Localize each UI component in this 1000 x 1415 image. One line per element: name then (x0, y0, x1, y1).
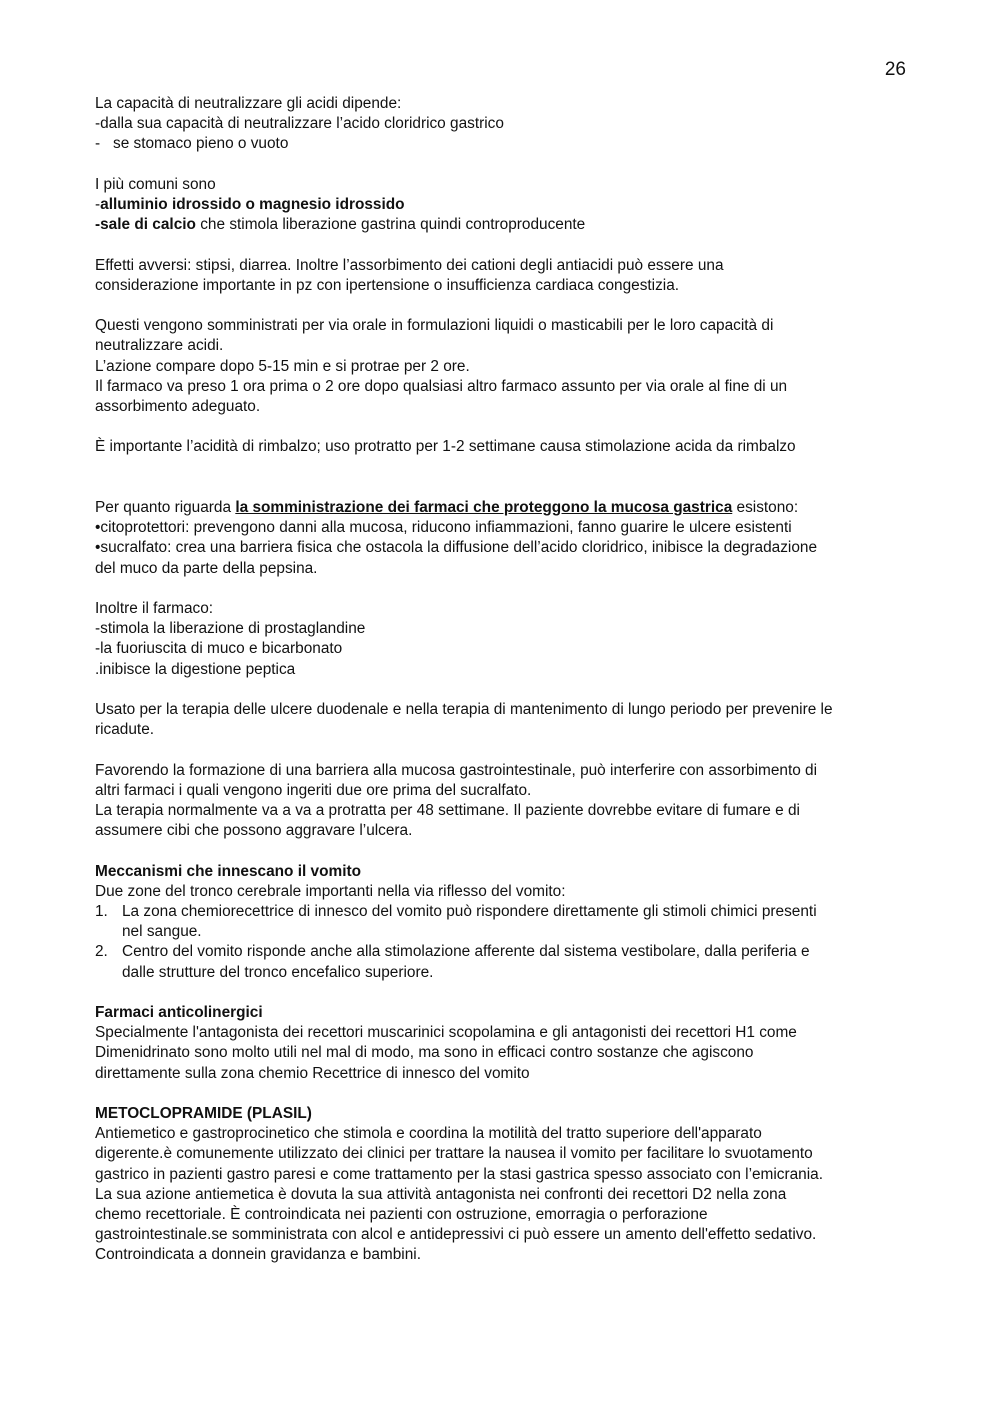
antacids-factor-1: -dalla sua capacità di neutralizzare l’acido cloridrico gastrico (95, 115, 504, 133)
antacids-admin-line-5: assorbimento adeguato. (95, 398, 261, 415)
antacids-common-2-rest: che stimola liberazione gastrina quindi controproducente (195, 216, 586, 234)
dash-bullet: - (95, 135, 101, 153)
metoclopramide-line-6: gastrointestinale.se somministrata con alcol e antidepressivi ci può essere un amento dell'effetto sedativo. (95, 1226, 817, 1244)
antacids-adverse-line-1: Effetti avversi: stipsi, diarrea. Inoltre l’assorbimento dei cationi degli antiacidi può essere una (95, 256, 724, 274)
vomit-section (95, 862, 910, 983)
metoclopramide-line-7: Controindicata a donnein gravidanza e bambini. (95, 1246, 421, 1264)
antacids-admin-line-4: Il farmaco va preso 1 ora prima o 2 ore dopo qualsiasi altro farmaco assunto per via orale al fine di un (95, 377, 788, 395)
metoclopramide-line-2: digerente.è comunemente utilizzato dei clinici per trattare la nausea il vomito per facilitare lo svuotamento (95, 1145, 813, 1163)
list-number: 2. (95, 943, 108, 961)
metoclopramide-line-3: gastrico in pazienti gastro paresi e come trattamento per la stasi gastrica spesso associato con l’emicrania. (95, 1165, 823, 1183)
antacids-common-2 (95, 215, 910, 235)
mucosa-usage-line-1: Usato per la terapia delle ulcere duodenale e nella terapia di mantenimento di lungo periodo per prevenire le (95, 700, 833, 718)
antacids-factor-2 (95, 134, 910, 154)
mucosa-intro (95, 498, 910, 518)
mucosa-effect-1: -stimola la liberazione di prostaglandine (95, 620, 366, 638)
vomit-intro: Due zone del tronco cerebrale importanti nella via riflesso del vomito: (95, 882, 566, 900)
antacids-admin-line-2: neutralizzare acidi. (95, 337, 224, 355)
anticholinergic-line-1: Specialmente l'antagonista dei recettori muscarinici scopolamina e gli antagonisti dei recettori H1 come (95, 1024, 797, 1042)
antacids-admin-line-1: Questi vengono somministrati per via orale in formulazioni liquidi o masticabili per le loro capacità di (95, 317, 774, 335)
anticholinergic-heading: Farmaci anticolinergici (95, 1003, 263, 1021)
list-item (95, 942, 910, 982)
mucosa-intro-underlined: la somministrazione dei farmaci che proteggono la mucosa gastrica (235, 498, 733, 516)
mucosa-intro-pre: Per quanto riguarda (95, 498, 236, 516)
citoprotettori-item: •citoprotettori: prevengono danni alla mucosa, riducono infiammazioni, fanno guarire le ulcere esistenti (95, 519, 792, 537)
antacids-common-intro: I più comuni sono (95, 175, 216, 193)
mucosa-effect-2: -la fuoriuscita di muco e bicarbonato (95, 640, 343, 658)
mucosa-intro-post: esistono: (732, 498, 799, 516)
mucosa-effect-3: .inibisce la digestione peptica (95, 660, 296, 678)
sucralfato-item-line-1: •sucralfato: crea una barriera fisica che ostacola la diffusione dell’acido cloridrico, inibisce la degradazione (95, 539, 818, 557)
antacids-common-1-text: alluminio idrossido o magnesio idrossido (100, 196, 405, 213)
anticholinergic-line-3: direttamente sulla zona chemio Recettrice di innesco del vomito (95, 1064, 530, 1082)
antacids-rebound: È importante l’acidità di rimbalzo; uso protratto per 1-2 settimane causa stimolazione acida da rimbalzo (95, 438, 796, 456)
antacids-common-1 (95, 195, 910, 215)
list-item-text: La zona chemiorecettrice di innesco del vomito può rispondere direttamente gli stimoli chimici presenti (122, 902, 817, 920)
antacids-factor-2-text: se stomaco pieno o vuoto (113, 135, 289, 153)
mucosa-therapy-line-1: La terapia normalmente va a va a protratta per 48 settimane. Il paziente dovrebbe evitare di fumare e di (95, 801, 800, 819)
list-item (95, 902, 910, 942)
mucosa-usage-line-2: ricadute. (95, 721, 155, 739)
metoclopramide-line-1: Antiemetico e gastroprocinetico che stimola e coordina la motilità del tratto superiore dell'apparato (95, 1125, 762, 1143)
metoclopramide-line-4: La sua azione antiemetica è dovuta la sua attività antagonista nei confronti dei recettori D2 nella zona (95, 1185, 787, 1203)
mucosa-barrier-line-1: Favorendo la formazione di una barriera alla mucosa gastrointestinale, può interferire con assorbimento di (95, 761, 818, 779)
anticholinergic-line-2: Dimenidrinato sono molto utili nel mal di modo, ma sono in efficaci contro sostanze che agiscono (95, 1044, 754, 1062)
page-number: 26 (884, 59, 906, 80)
vomit-heading: Meccanismi che innescano il vomito (95, 862, 361, 880)
mucosa-barrier-line-2: altri farmaci i quali vengono ingeriti due ore prima del sucralfato. (95, 781, 532, 799)
list-item-text: nel sangue. (122, 923, 202, 941)
mucosa-therapy-line-2: assumere cibi che possono aggravare l’ulcera. (95, 822, 413, 840)
sucralfato-item-line-2: del muco da parte della pepsina. (95, 559, 318, 577)
metoclopramide-section (95, 1104, 910, 1266)
list-number: 1. (95, 902, 108, 920)
mucosa-section (95, 498, 910, 841)
metoclopramide-heading: METOCLOPRAMIDE (PLASIL) (95, 1104, 312, 1122)
dash: - (95, 196, 101, 213)
antacids-section (95, 94, 910, 458)
antacids-intro: La capacità di neutralizzare gli acidi dipende: (95, 95, 402, 112)
list-item-text: Centro del vomito risponde anche alla stimolazione afferente dal sistema vestibolare, dalla periferia e (122, 943, 810, 961)
antacids-admin-line-3: L’azione compare dopo 5-15 min e si protrae per 2 ore. (95, 357, 470, 375)
anticholinergic-section (95, 1003, 910, 1084)
mucosa-furthermore: Inoltre il farmaco: (95, 599, 214, 617)
antacids-adverse-line-2: considerazione importante in pz con ipertensione o insufficienza cardiaca congestizia. (95, 276, 680, 294)
metoclopramide-line-5: chemo recettoriale. È controindicata nei pazienti con ostruzione, emorragia o perforazione (95, 1206, 708, 1223)
page-content (95, 94, 910, 1266)
list-item-text: dalle strutture del tronco encefalico superiore. (122, 963, 434, 981)
antacids-common-2-bold: -sale di calcio (95, 216, 196, 234)
